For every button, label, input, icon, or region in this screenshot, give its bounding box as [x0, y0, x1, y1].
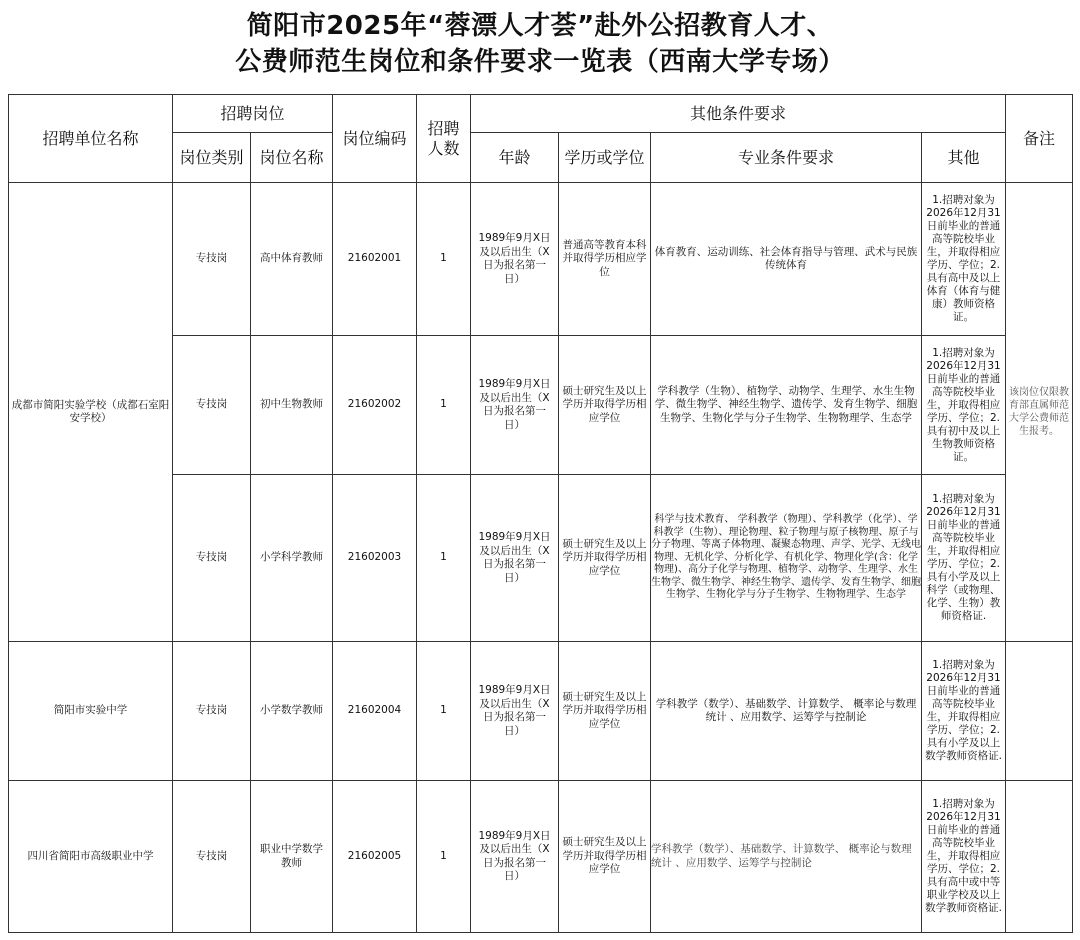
other-requirement: 1.招聘对象为2026年12月31日前毕业的普通高等院校毕业生，并取得相应学历、学位；2.具有高中及以上体育（体育与健康）教师资格证。 — [922, 183, 1006, 336]
position-code: 21602005 — [333, 781, 417, 933]
position-name: 初中生物教师 — [251, 336, 333, 475]
title-line-1: 简阳市2025年“蓉漂人才荟”赴外公招教育人才、 — [246, 11, 834, 41]
document-title — [8, 8, 1072, 94]
table-row — [9, 781, 1073, 933]
major-requirement: 学科教学（数学）、基础数学、计算数学、 概率论与数理统计 、应用数学、运筹学与控制论 — [651, 781, 922, 933]
position-type: 专技岗 — [173, 183, 251, 336]
age-requirement: 1989年9月X日及以后出生（X日为报名第一日） — [471, 336, 559, 475]
unit-name: 简阳市实验中学 — [9, 642, 173, 781]
header-position-group: 招聘岗位 — [173, 95, 333, 133]
recruit-count: 1 — [417, 336, 471, 475]
table-row — [9, 642, 1073, 781]
position-type: 专技岗 — [173, 336, 251, 475]
position-type: 专技岗 — [173, 781, 251, 933]
table-row — [9, 183, 1073, 336]
other-requirement: 1.招聘对象为2026年12月31日前毕业的普通高等院校毕业生，并取得相应学历、学位；2.具有初中及以上生物教师资格证。 — [922, 336, 1006, 475]
position-code: 21602001 — [333, 183, 417, 336]
major-requirement: 学科教学（数学）、基础数学、计算数学、 概率论与数理统计 、应用数学、运筹学与控制论 — [651, 642, 922, 781]
title-line-2: 公费师范生岗位和条件要求一览表（西南大学专场） — [235, 47, 845, 77]
recruit-count: 1 — [417, 183, 471, 336]
position-name: 小学科学教师 — [251, 475, 333, 642]
age-requirement: 1989年9月X日及以后出生（X日为报名第一日） — [471, 475, 559, 642]
header-unit: 招聘单位名称 — [9, 95, 173, 183]
age-requirement: 1989年9月X日及以后出生（X日为报名第一日） — [471, 781, 559, 933]
position-type: 专技岗 — [173, 642, 251, 781]
education-requirement: 硕士研究生及以上学历并取得学历相应学位 — [559, 336, 651, 475]
header-education: 学历或学位 — [559, 133, 651, 183]
remark-empty — [1006, 642, 1073, 781]
education-requirement: 硕士研究生及以上学历并取得学历相应学位 — [559, 642, 651, 781]
header-other: 其他 — [922, 133, 1006, 183]
recruit-count: 1 — [417, 642, 471, 781]
education-requirement: 硕士研究生及以上学历并取得学历相应学位 — [559, 781, 651, 933]
position-type: 专技岗 — [173, 475, 251, 642]
header-code: 岗位编码 — [333, 95, 417, 183]
header-count: 招聘人数 — [417, 95, 471, 183]
age-requirement: 1989年9月X日及以后出生（X日为报名第一日） — [471, 183, 559, 336]
remark-empty — [1006, 781, 1073, 933]
header-age: 年龄 — [471, 133, 559, 183]
other-requirement: 1.招聘对象为2026年12月31日前毕业的普通高等院校毕业生，并取得相应学历、学位；2.具有小学及以上数学教师资格证. — [922, 642, 1006, 781]
position-name: 小学数学教师 — [251, 642, 333, 781]
header-major: 专业条件要求 — [651, 133, 922, 183]
education-requirement: 普通高等教育本科并取得学历相应学位 — [559, 183, 651, 336]
unit-name: 成都市简阳实验学校（成都石室阳安学校） — [9, 183, 173, 642]
recruitment-table — [8, 94, 1073, 933]
position-code: 21602002 — [333, 336, 417, 475]
header-remark: 备注 — [1006, 95, 1073, 183]
unit-name: 四川省简阳市高级职业中学 — [9, 781, 173, 933]
recruit-count: 1 — [417, 781, 471, 933]
education-requirement: 硕士研究生及以上学历并取得学历相应学位 — [559, 475, 651, 642]
remark-note: 该岗位仅限教育部直属师范大学公费师范生报考。 — [1006, 183, 1073, 642]
recruit-count: 1 — [417, 475, 471, 642]
header-other-group: 其他条件要求 — [471, 95, 1006, 133]
major-requirement: 学科教学（生物）、植物学、动物学、生理学、水生生物学、微生物学、神经生物学、遗传学、发育生物学、细胞生物学、生物化学与分子生物学、生物物理学、生态学 — [651, 336, 922, 475]
header-position-name: 岗位名称 — [251, 133, 333, 183]
major-requirement: 体育教育、运动训练、社会体育指导与管理、武术与民族传统体育 — [651, 183, 922, 336]
other-requirement: 1.招聘对象为2026年12月31日前毕业的普通高等院校毕业生，并取得相应学历、学位；2.具有小学及以上科学（或物理、化学、生物）教师资格证. — [922, 475, 1006, 642]
position-code: 21602003 — [333, 475, 417, 642]
position-code: 21602004 — [333, 642, 417, 781]
other-requirement: 1.招聘对象为2026年12月31日前毕业的普通高等院校毕业生，并取得相应学历、学位；2.具有高中或中等职业学校及以上数学教师资格证. — [922, 781, 1006, 933]
major-requirement: 科学与技术教育、 学科教学（物理）、学科教学（化学）、学科教学（生物）、理论物理、粒子物理与原子核物理、原子与分子物理、等离子体物理、凝聚态物理、声学、光学、无线电物理、无机化学、分析化学、有机化学、物理化学(含：化学物理)、高分子化学与物理、植物学、动物学、生理学、水生生物学、微生物学、神经生物学、遗传学、发育生物学、细胞生物学、生物化学与分子生物学、生物物理学、生态学 — [651, 475, 922, 642]
position-name: 高中体育教师 — [251, 183, 333, 336]
position-name: 职业中学数学教师 — [251, 781, 333, 933]
header-position-type: 岗位类别 — [173, 133, 251, 183]
age-requirement: 1989年9月X日及以后出生（X日为报名第一日） — [471, 642, 559, 781]
